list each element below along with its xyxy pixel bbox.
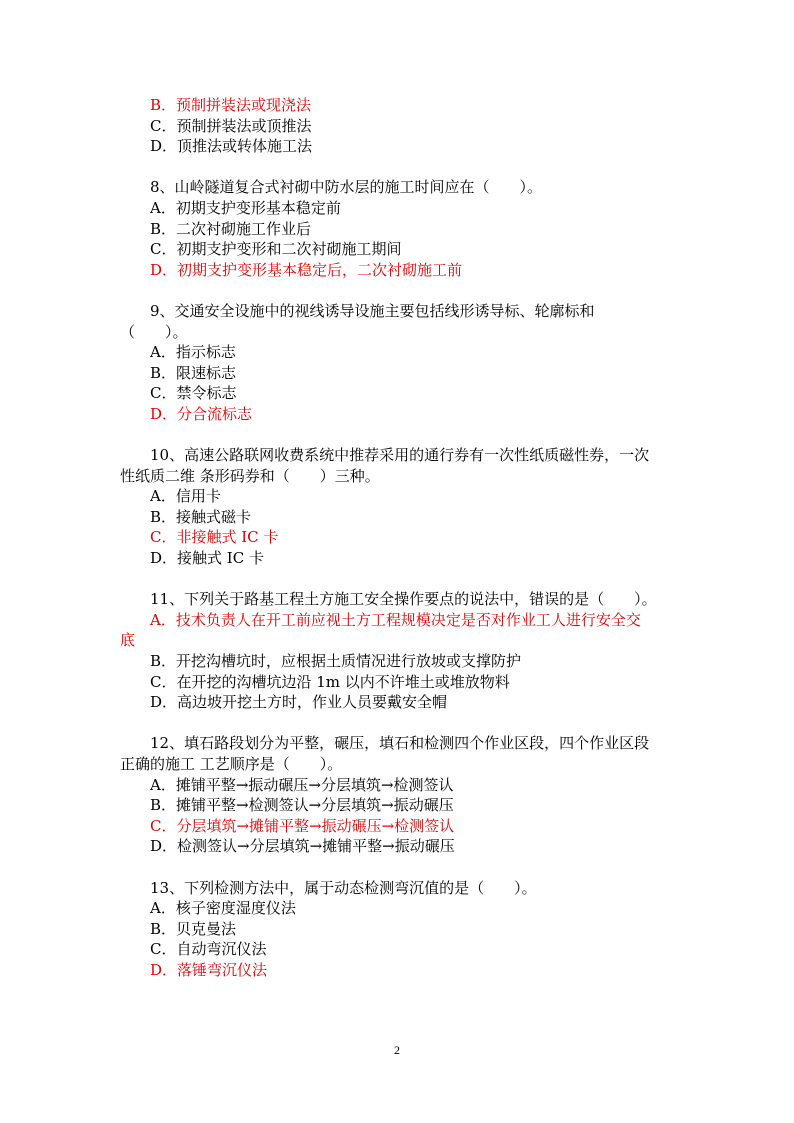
option: C．自动弯沉仪法	[150, 940, 267, 959]
question-stem: 10、高速公路联网收费系统中推荐采用的通行券有一次性纸质磁性券，一次	[150, 446, 650, 465]
correct-option: D．落锤弯沉仪法	[150, 960, 268, 979]
spacer	[120, 280, 680, 301]
option: C．初期支护变形和二次衬砌施工期间	[150, 240, 402, 259]
spacer	[120, 425, 680, 446]
correct-option: B．预制拼装法或现浇法	[150, 96, 312, 114]
question-stem: 9、交通安全设施中的视线诱导设施主要包括线形诱导标、轮廓标和	[150, 301, 595, 320]
correct-option: D．分合流标志	[150, 404, 253, 423]
option: B．二次衬砌施工作业后	[150, 219, 312, 238]
question-stem: 13、下列检测方法中，属于动态检测弯沉值的是（ ）。	[150, 878, 537, 897]
option: D．检测签认→分层填筑→摊铺平整→振动碾压	[150, 837, 455, 856]
option: A．核子密度湿度仪法	[150, 899, 296, 918]
question-list	[120, 95, 680, 981]
option: C．在开挖的沟槽坑边沿 1m 以内不许堆土或堆放物料	[150, 672, 510, 691]
option: D．顶推法或转体施工法	[150, 137, 313, 156]
correct-option: D．初期支护变形基本稳定后，二次衬砌施工前	[150, 260, 463, 279]
option: B．接触式磁卡	[150, 507, 252, 526]
option: D．高边坡开挖土方时，作业人员要戴安全帽	[150, 693, 448, 712]
correct-option: C．分层填筑→摊铺平整→振动碾压→检测签认	[150, 816, 455, 835]
question-stem: 8、山岭隧道复合式衬砌中防水层的施工时间应在（ ）。	[150, 178, 543, 197]
option: A．摊铺平整→振动碾压→分层填筑→检测签认	[150, 775, 454, 794]
spacer	[120, 713, 680, 734]
option: A．初期支护变形基本稳定前	[150, 198, 341, 217]
option: B．贝克曼法	[150, 919, 237, 938]
question-stem: 12、填石路段划分为平整，碾压，填石和检测四个作业区段，四个作业区段	[150, 734, 650, 753]
option: A．信用卡	[150, 487, 221, 506]
option: A．指示标志	[150, 343, 236, 362]
option: B．限速标志	[150, 363, 237, 382]
option: B．开挖沟槽坑时，应根据土质情况进行放坡或支撑防护	[150, 652, 522, 671]
option: C．预制拼装法或顶推法	[150, 116, 312, 135]
question-stem: （ ）。	[120, 322, 188, 341]
spacer	[120, 857, 680, 878]
option: D．接触式 IC 卡	[150, 549, 264, 568]
spacer	[120, 569, 680, 590]
option: C．禁令标志	[150, 384, 237, 403]
correct-option: 底	[120, 631, 136, 650]
option: B．摊铺平整→检测签认→分层填筑→振动碾压	[150, 796, 454, 815]
spacer	[120, 157, 680, 178]
question-stem: 11、下列关于路基工程土方施工安全操作要点的说法中，错误的是（ ）。	[150, 590, 657, 609]
correct-option: A．技术负责人在开工前应视土方工程规模决定是否对作业工人进行安全交	[150, 610, 641, 629]
page-number: 2	[394, 1043, 400, 1057]
question-stem: 正确的施工 工艺顺序是（ ）。	[120, 755, 343, 773]
correct-option: C．非接触式 IC 卡	[150, 528, 279, 547]
question-stem: 性纸质二维 条形码券和（ ）三种。	[120, 466, 380, 485]
